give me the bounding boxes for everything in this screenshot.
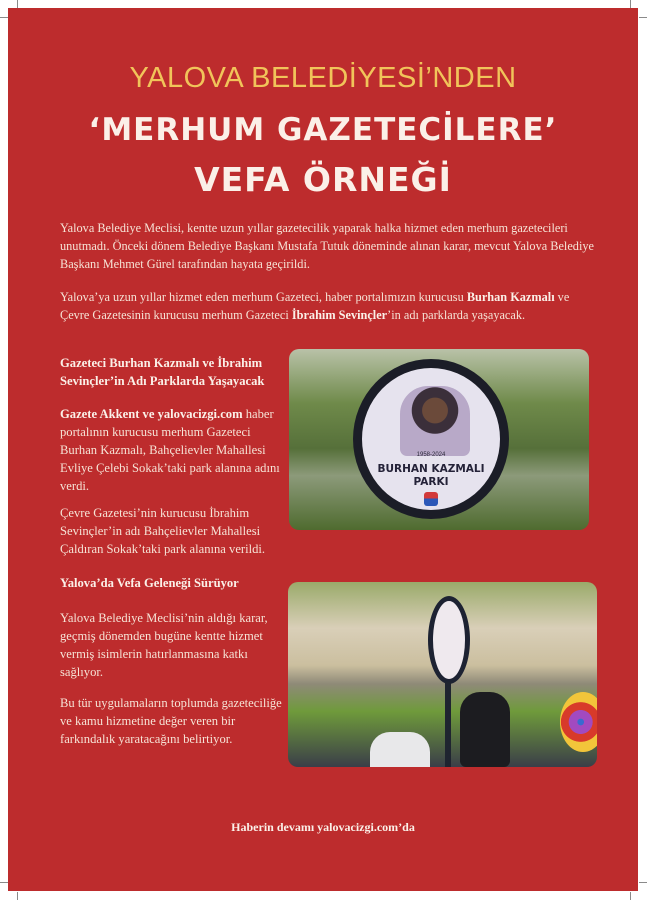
portrait-image xyxy=(400,386,470,456)
headline-line1: ‘MERHUM GAZETECİLERE’ xyxy=(88,112,558,148)
sign-park-text: PARKI xyxy=(413,476,449,488)
photo-sign-installation xyxy=(288,582,597,767)
text-span: haber portalının kurucusu merhum Gazeteci Burhan Kazmalı, Bahçelievler Mahallesi Evliye Çelebi Sokak’taki park alanına adını verdi. xyxy=(60,407,280,493)
photo-burhan-kazmali-park-sign xyxy=(289,349,589,530)
park-sign xyxy=(353,359,509,519)
name-ibrahim-sevincler: İbrahim Sevinçler xyxy=(291,308,388,322)
crop-mark xyxy=(0,17,8,18)
subheading-parks: Gazeteci Burhan Kazmalı ve İbrahim Sevinçler’in Adı Parklarda Yaşayacak xyxy=(60,356,265,388)
park-sign-oval xyxy=(428,596,470,684)
sign-name xyxy=(362,463,500,489)
crop-mark xyxy=(630,892,631,900)
text-span: Yalova’ya uzun yıllar hizmet eden merhum Gazeteci, haber portalımızın kurucusu xyxy=(60,290,467,304)
worker-kneeling xyxy=(370,732,430,767)
intro-paragraph-1: Yalova Belediye Meclisi, kentte uzun yıllar gazetecilik yaparak halka hizmet eden merhum gazetecileri unutmadı. Önceki dönem Belediye Başkanı Mustafa Tutuk döneminde alınan karar, mevcut Yalova Belediye Başkanı Mehmet Gürel tarafından hayata geçirildi. xyxy=(60,221,594,271)
municipality-logo-icon xyxy=(424,492,438,506)
subheading-tradition: Yalova’da Vefa Geleneği Sürüyor xyxy=(60,576,239,590)
sign-name-text: BURHAN KAZMALI xyxy=(377,463,485,475)
column-paragraph-3: Yalova Belediye Meclisi’nin aldığı karar, geçmiş dönemden bugüne kentte hizmet vermiş isimlerin hatırlanmasına katkı sağlıyor. xyxy=(60,611,268,679)
column-paragraph-2: Çevre Gazetesi’nin kurucusu İbrahim Sevinçler’in adı Bahçelievler Mahallesi Çaldıran Sokak’taki park alanına verildi. xyxy=(60,506,266,556)
headline-line2: VEFA ÖRNEĞİ xyxy=(194,160,452,199)
crop-mark xyxy=(630,0,631,8)
worker-bending xyxy=(460,692,510,767)
name-burhan-kazmali: Burhan Kazmalı xyxy=(466,290,555,304)
intro-paragraph-2 xyxy=(60,288,595,324)
column-paragraph-1 xyxy=(60,405,288,495)
crop-mark xyxy=(639,17,647,18)
playground-flower xyxy=(560,692,597,752)
column-paragraph-4: Bu tür uygulamaların toplumda gazeteciliğe ve kamu hizmetine değer veren bir farkındalık yaratacağını belirtiyor. xyxy=(60,696,282,746)
text-span: ve Çevre Gazetesinin kurucusu merhum Gazeteci xyxy=(60,290,570,322)
crop-mark xyxy=(639,882,647,883)
header-kicker: YALOVA BELEDİYESİ’NDEN xyxy=(129,62,517,94)
sign-pole xyxy=(445,682,451,767)
sign-years: 1958-2024 xyxy=(416,452,446,458)
footer-continue-link[interactable]: Haberin devamı yalovacizgi.com’da xyxy=(231,820,415,834)
crop-mark xyxy=(17,892,18,900)
outlet-names: Gazete Akkent ve yalovacizgi.com xyxy=(60,407,243,421)
crop-mark xyxy=(0,882,8,883)
crop-mark xyxy=(17,0,18,8)
text-span: ’in adı parklarda yaşayacak. xyxy=(387,308,526,322)
article-page xyxy=(8,8,638,891)
